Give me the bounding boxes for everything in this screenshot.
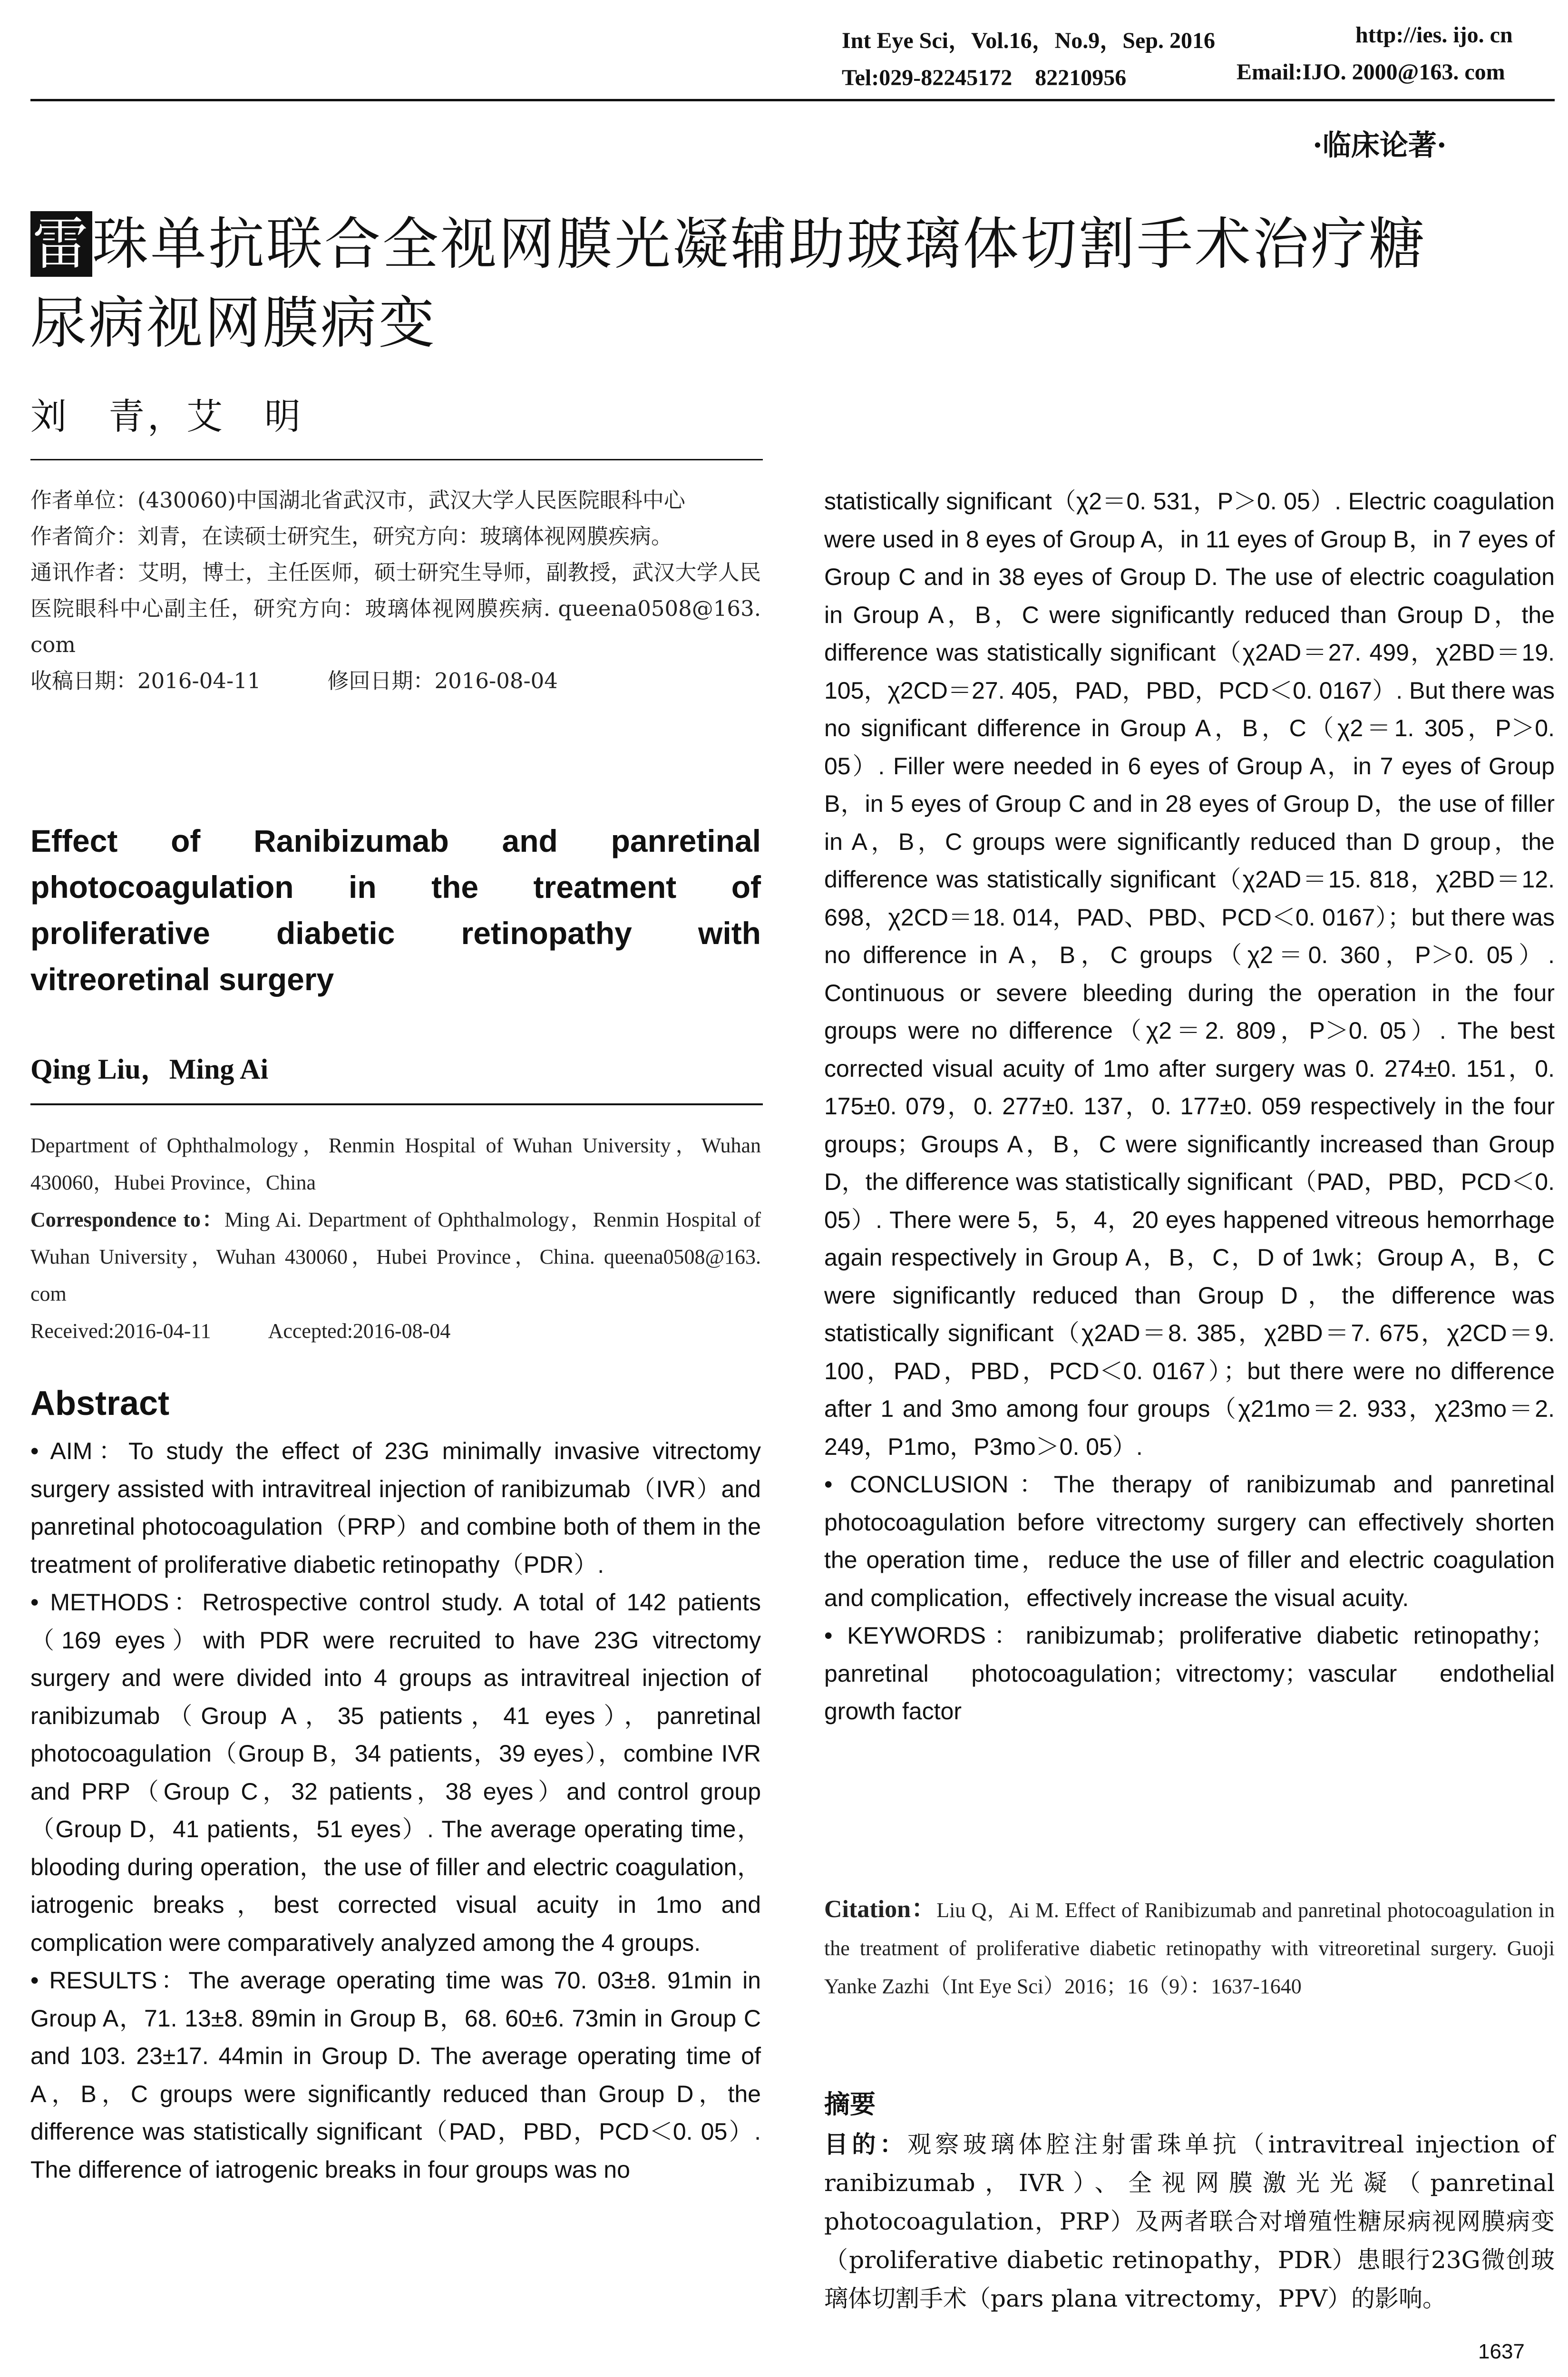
authors-en: Qing Liu，Ming Ai: [30, 1053, 269, 1085]
abstract-aim: • AIM：To study the effect of 23G minimally invasive vitrectomy surgery assisted with intravitreal injection of ranibizumab（IVR）and panretinal photocoagulation（PRP）and combine both of them in the treatment of proliferative diabetic retinopathy（PDR）.: [30, 1438, 761, 1578]
abstract-left-column: [30, 1432, 761, 2189]
correspondence-en: [30, 1201, 761, 1313]
abstract-keywords: • KEYWORDS：ranibizumab；proliferative diabetic retinopathy；panretinal photocoagulation；vitrectomy；vascular endothelial growth factor: [824, 1622, 1555, 1724]
header-rule: [30, 99, 1555, 101]
journal-citation-line: Int Eye Sci，Vol.16，No.9，Sep. 2016: [842, 28, 1215, 53]
page-number: 1637: [1478, 2340, 1525, 2363]
journal-telephone: Tel:029-82245172 82210956: [842, 65, 1127, 90]
revised-date-cn: 修回日期：2016-08-04: [327, 668, 558, 693]
authors-cn: 刘 青，艾 明: [30, 395, 303, 438]
article-title-cn: [30, 205, 1557, 362]
accepted-date-en: Accepted:2016-08-04: [268, 1319, 451, 1343]
title-line1: 珠单抗联合全视网膜光凝辅助玻璃体切割手术治疗糖: [92, 211, 1427, 277]
citation-label: Citation：: [824, 1896, 937, 1923]
section-label: ·临床论著·: [1313, 129, 1447, 162]
authors-en-rule: [30, 1103, 763, 1105]
correspondence-text: Ming Ai. Department of Ophthalmology，Renmin Hospital of Wuhan University，Wuhan 430060，Hubei Province，China. queena0508@163. com: [30, 1208, 761, 1305]
article-title-en: [30, 818, 761, 1003]
title-line2: 尿病视网膜病变: [30, 290, 437, 356]
title-en-line: vitreoretinal surgery: [30, 962, 334, 997]
dates-cn: [30, 663, 761, 699]
affiliation-en: [30, 1127, 761, 1350]
author-info-top-rule: [30, 459, 763, 460]
received-date-en: Received:2016-04-11: [30, 1319, 211, 1343]
author-bio-cn: 作者简介：刘青，在读硕士研究生，研究方向：玻璃体视网膜疾病。: [30, 524, 673, 549]
abstract-right-column: [824, 483, 1555, 1731]
abstract-results-part2: statistically significant（χ2＝0. 531，P＞0. 05）. Electric coagulation were used in 8 eyes of Group A，in 11 eyes of Group B，in 7 eyes of Group C and in 38 eyes of Group D. The use of electric coagulation in Group A，B，C were significantly reduced than Group D，the difference was statistically significant（χ2AD＝27. 499，χ2BD＝19. 105，χ2CD＝27. 405，PAD，PBD，PCD＜0. 0167）. But there was no significant difference in Group A，B，C（χ2＝1. 305，P＞0. 05）. Filler were needed in 6 eyes of Group A，in 7 eyes of Group B，in 5 eyes of Group C and in 28 eyes of Group D，the use of filler in A，B，C groups were significantly reduced than D group，the difference was statistically significant（χ2AD＝15. 818，χ2BD＝12. 698，χ2CD＝18. 014，PAD、PBD、PCD＜0. 0167）；but there was no difference in A，B，C groups（χ2＝0. 360，P＞0. 05）. Continuous or severe bleeding during the operation in the four groups were no difference（χ2＝2. 809，P＞0. 05）. The best corrected visual acuity of 1mo after surgery was 0. 274±0. 151，0. 175±0. 079，0. 277±0. 137，0. 177±0. 059 respectively in the four groups；Groups A，B，C were significantly increased than Group D，the difference was statistically significant（PAD，PBD，PCD＜0. 05）. There were 5，5，4，20 eyes happened vitreous hemorrhage again respectively in Group A，B，C，D of 1wk；Group A，B，C were significantly reduced than Group D，the difference was statistically significant（χ2AD＝8. 385，χ2BD＝7. 675，χ2CD＝9. 100，PAD，PBD，PCD＜0. 0167）；but there were no difference after 1 and 3mo among four groups（χ21mo＝2. 933，χ23mo＝2. 249，P1mo，P3mo＞0. 05）.: [824, 488, 1555, 1460]
author-affiliation-cn: 作者单位：(430060)中国湖北省武汉市，武汉大学人民医院眼科中心: [30, 487, 685, 513]
abstract-heading: Abstract: [30, 1384, 170, 1422]
department-en: Department of Ophthalmology，Renmin Hospital of Wuhan University，Wuhan 430060，Hubei Province，China: [30, 1134, 761, 1194]
corresponding-author-cn: 通讯作者：艾明，博士，主任医师，硕士研究生导师，副教授，武汉大学人民医院眼科中心副主任，研究方向：玻璃体视网膜疾病. queena0508@163. com: [30, 560, 761, 657]
title-en-line: photocoagulation in the treatment of: [30, 869, 761, 905]
title-en-line: Effect of Ranibizumab and panretinal: [30, 823, 761, 858]
abstract-cn-body: [824, 2125, 1555, 2318]
abstract-results-part1: • RESULTS：The average operating time was 70. 03±8. 91min in Group A，71. 13±8. 89min in Group B，68. 60±6. 73min in Group C and 103. 23±17. 44min in Group D. The average operating time of A，B，C groups were significantly reduced than Group D，the difference was statistically significant（PAD，PBD，PCD＜0. 05）. The difference of iatrogenic breaks in four groups was no: [30, 1967, 761, 2183]
abstract-conclusion: • CONCLUSION：The therapy of ranibizumab and panretinal photocoagulation before vitrectomy surgery can effectively shorten the operation time，reduce the use of filler and electric coagulation and complication，effectively increase the visual acuity.: [824, 1471, 1555, 1611]
journal-url[interactable]: http://ies. ijo. cn: [1355, 22, 1513, 48]
correspondence-label: Correspondence to：: [30, 1208, 224, 1231]
abstract-cn-heading: 摘要: [824, 2089, 876, 2119]
abstract-methods: • METHODS：Retrospective control study. A total of 142 patients（169 eyes）with PDR were recruited to have 23G vitrectomy surgery and were divided into 4 groups as intravitreal injection of ranibizumab（Group A，35 patients，41 eyes），panretinal photocoagulation（Group B，34 patients，39 eyes），combine IVR and PRP（Group C，32 patients，38 eyes）and control group（Group D，41 patients，51 eyes）. The average operating time，blooding during operation，the use of filler and electric coagulation，iatrogenic breaks，best corrected visual acuity in 1mo and complication were comparatively analyzed among the 4 groups.: [30, 1589, 761, 1956]
received-date-cn: 收稿日期：2016-04-11: [30, 668, 261, 693]
citation-block: [824, 1890, 1555, 2006]
citation-text: Liu Q，Ai M. Effect of Ranibizumab and panretinal photocoagulation in the treatment of proliferative diabetic retinopathy with vitreoretinal surgery. Guoji Yanke Zazhi（Int Eye Sci）2016；16（9）：1637-1640: [824, 1899, 1555, 1998]
abstract-cn-aim-text: 观察玻璃体腔注射雷珠单抗（intravitreal injection of ranibizumab，IVR）、全视网膜激光光凝（panretinal photocoagulation，PRP）及两者联合对增殖性糖尿病视网膜病变（proliferative diabetic retinopathy，PDR）患眼行23G微创玻璃体切割手术（pars plana vitrectomy，PPV）的影响。: [824, 2131, 1555, 2312]
title-en-line: proliferative diabetic retinopathy with: [30, 916, 761, 951]
journal-email[interactable]: Email:IJO. 2000@163. com: [1237, 59, 1505, 85]
title-first-char: 雷: [30, 211, 92, 277]
author-info-cn: [30, 482, 761, 699]
dates-en: [30, 1313, 761, 1350]
abstract-cn-aim-label: 目的：: [824, 2130, 908, 2158]
